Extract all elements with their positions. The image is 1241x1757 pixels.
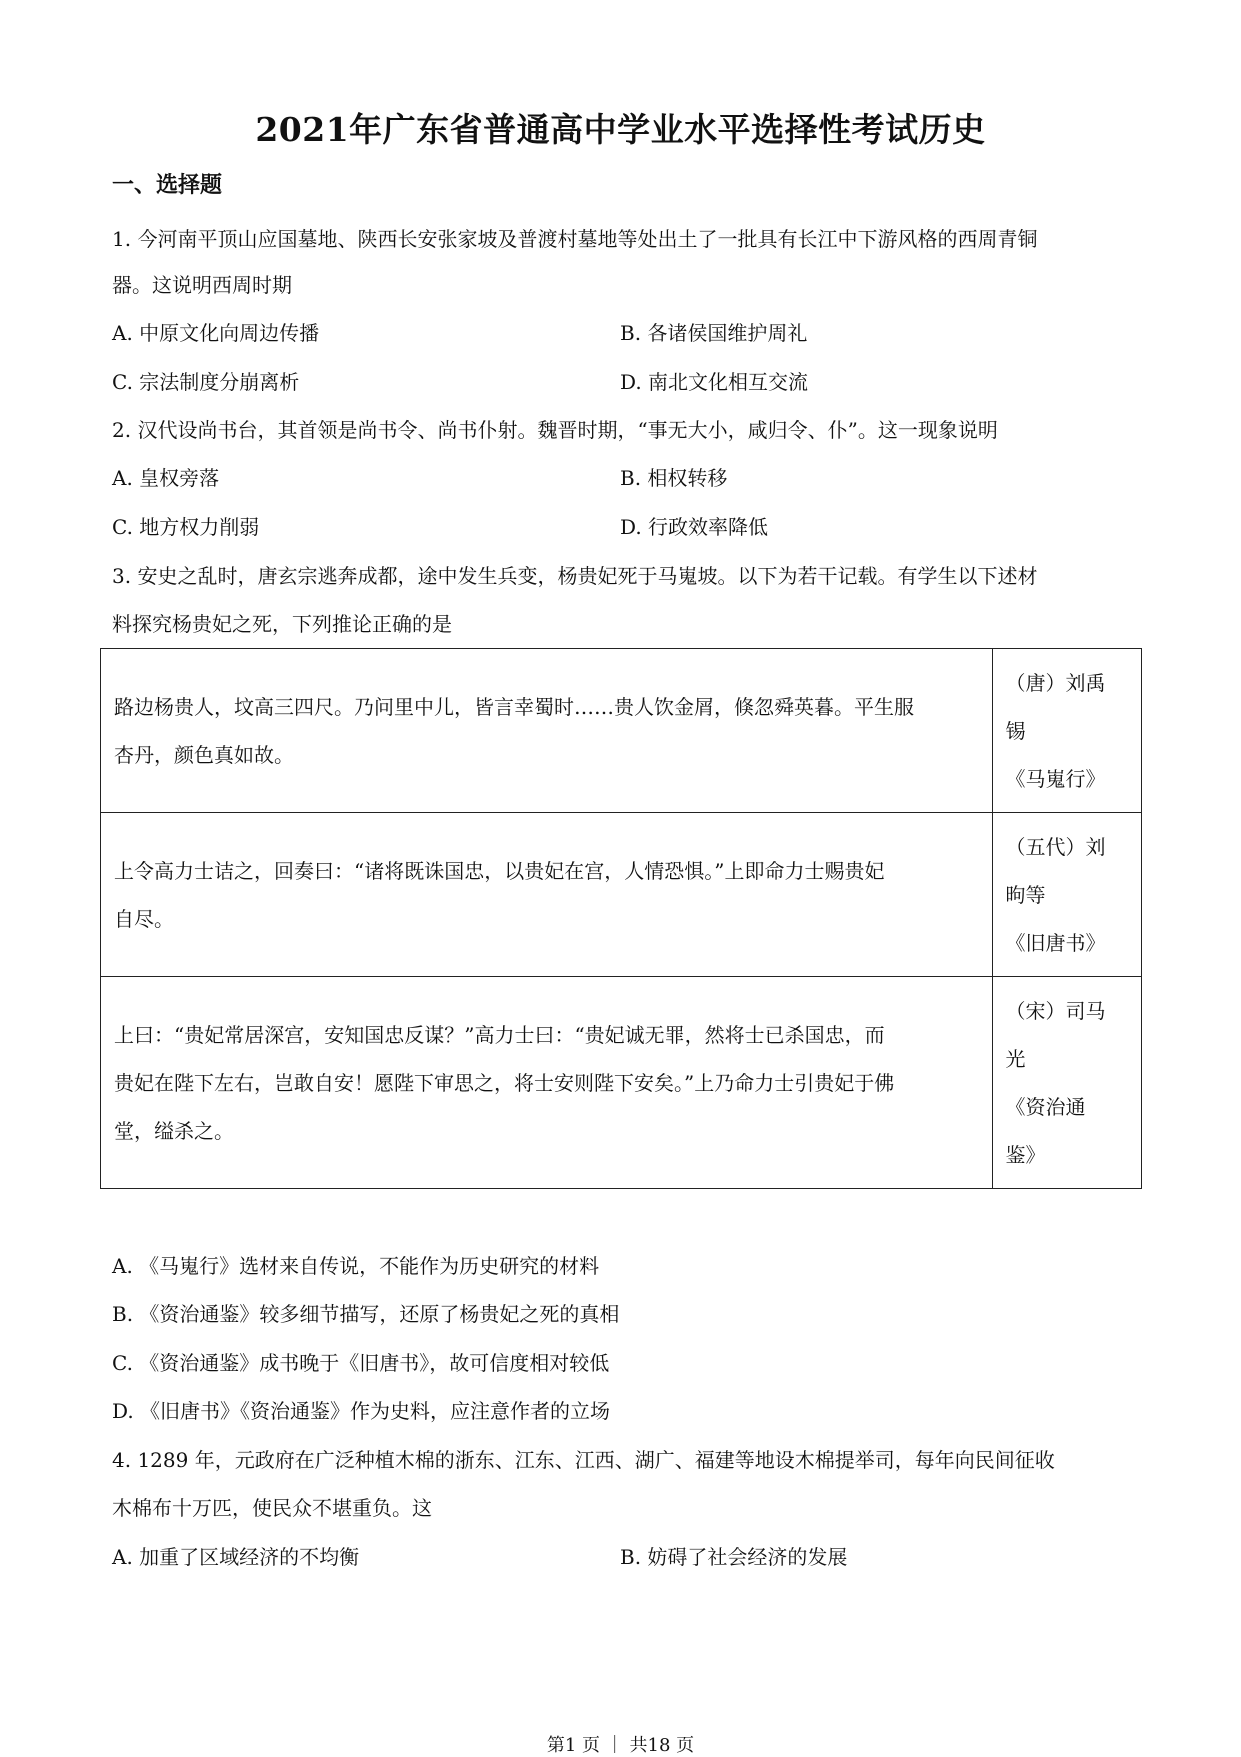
material-text-line: 杏丹，颜色真如故。 <box>114 742 294 767</box>
material-text-line: 堂，缢杀之。 <box>114 1118 234 1143</box>
q1-option-c: C. 宗法制度分崩离析 <box>112 370 300 394</box>
source-line: 《旧唐书》 <box>1005 930 1106 955</box>
q4-option-b: B. 妨碍了社会经济的发展 <box>620 1545 848 1569</box>
q3-stem-line2: 料探究杨贵妃之死，下列推论正确的是 <box>112 612 452 636</box>
q2-option-a: A. 皇权旁落 <box>112 466 220 490</box>
source-line: 鉴》 <box>1005 1142 1046 1167</box>
material-text-cell <box>101 649 993 813</box>
q1-stem-line2: 器。这说明西周时期 <box>112 273 292 297</box>
q3-stem-line1: 3. 安史之乱时，唐玄宗逃奔成都，途中发生兵变，杨贵妃死于马嵬坡。以下为若干记载。有学生以下述材 <box>112 564 1038 588</box>
source-line: 光 <box>1005 1046 1026 1071</box>
source-line: （唐）刘禹 <box>1005 670 1106 695</box>
q2-option-b: B. 相权转移 <box>620 466 728 490</box>
material-text-line: 路边杨贵人，坟高三四尺。乃问里中儿，皆言幸蜀时……贵人饮金屑，倏忽舜英暮。平生服 <box>114 694 914 719</box>
source-line: （五代）刘 <box>1005 834 1106 859</box>
q2-option-d: D. 行政效率降低 <box>620 515 769 539</box>
table-row <box>101 813 1142 977</box>
table-row <box>101 977 1142 1189</box>
material-text-line: 上令高力士诘之，回奏曰：“诸将既诛国忠，以贵妃在宫，人情恐惧。”上即命力士赐贵妃 <box>114 858 885 883</box>
source-line: 昫等 <box>1005 882 1046 907</box>
material-source-cell <box>992 649 1141 813</box>
q1-option-b: B. 各诸侯国维护周礼 <box>620 321 808 345</box>
q3-option-a: A. 《马嵬行》选材来自传说，不能作为历史研究的材料 <box>112 1254 600 1278</box>
q2-option-c: C. 地方权力削弱 <box>112 515 260 539</box>
material-text-line: 自尽。 <box>114 906 174 931</box>
q1-stem-line1: 1. 今河南平顶山应国墓地、陕西长安张家坡及普渡村墓地等处出土了一批具有长江中下游风格的西周青铜 <box>112 227 1038 251</box>
material-text-cell <box>101 977 993 1189</box>
q1-option-a: A. 中原文化向周边传播 <box>112 321 320 345</box>
q4-option-a: A. 加重了区域经济的不均衡 <box>112 1545 360 1569</box>
q2-stem-line1: 2. 汉代设尚书台，其首领是尚书令、尚书仆射。魏晋时期，“事无大小，咸归令、仆”。这一现象说明 <box>112 418 998 442</box>
source-line: 《马嵬行》 <box>1005 766 1106 791</box>
material-source-cell <box>992 813 1141 977</box>
material-text-line: 贵妃在陛下左右，岂敢自安！愿陛下审思之，将士安则陛下安矣。”上乃命力士引贵妃于佛 <box>114 1070 895 1095</box>
source-line: （宋）司马 <box>1005 998 1106 1023</box>
q4-stem-line1: 4. 1289 年，元政府在广泛种植木棉的浙东、江东、江西、湖广、福建等地设木棉提举司，每年向民间征收 <box>112 1448 1055 1472</box>
q3-option-b: B. 《资治通鉴》较多细节描写，还原了杨贵妃之死的真相 <box>112 1302 620 1326</box>
q3-option-d: D. 《旧唐书》《资治通鉴》作为史料，应注意作者的立场 <box>112 1399 611 1423</box>
page-footer: 第1 页 ｜ 共18 页 <box>546 1735 695 1756</box>
source-line: 《资治通 <box>1005 1094 1086 1119</box>
section-heading: 一、选择题 <box>112 173 223 198</box>
q3-material-table <box>100 648 1142 1189</box>
material-text-line: 上曰：“贵妃常居深宫，安知国忠反谋？”高力士曰：“贵妃诚无罪，然将士已杀国忠，而 <box>114 1022 885 1047</box>
q1-option-d: D. 南北文化相互交流 <box>620 370 809 394</box>
table-row <box>101 649 1142 813</box>
material-text-cell <box>101 813 993 977</box>
q3-option-c: C. 《资治通鉴》成书晚于《旧唐书》，故可信度相对较低 <box>112 1351 610 1375</box>
page-title: 2021年广东省普通高中学业水平选择性考试历史 <box>255 110 986 149</box>
q4-stem-line2: 木棉布十万匹，使民众不堪重负。这 <box>112 1496 432 1520</box>
source-line: 锡 <box>1005 718 1026 743</box>
material-source-cell <box>992 977 1141 1189</box>
